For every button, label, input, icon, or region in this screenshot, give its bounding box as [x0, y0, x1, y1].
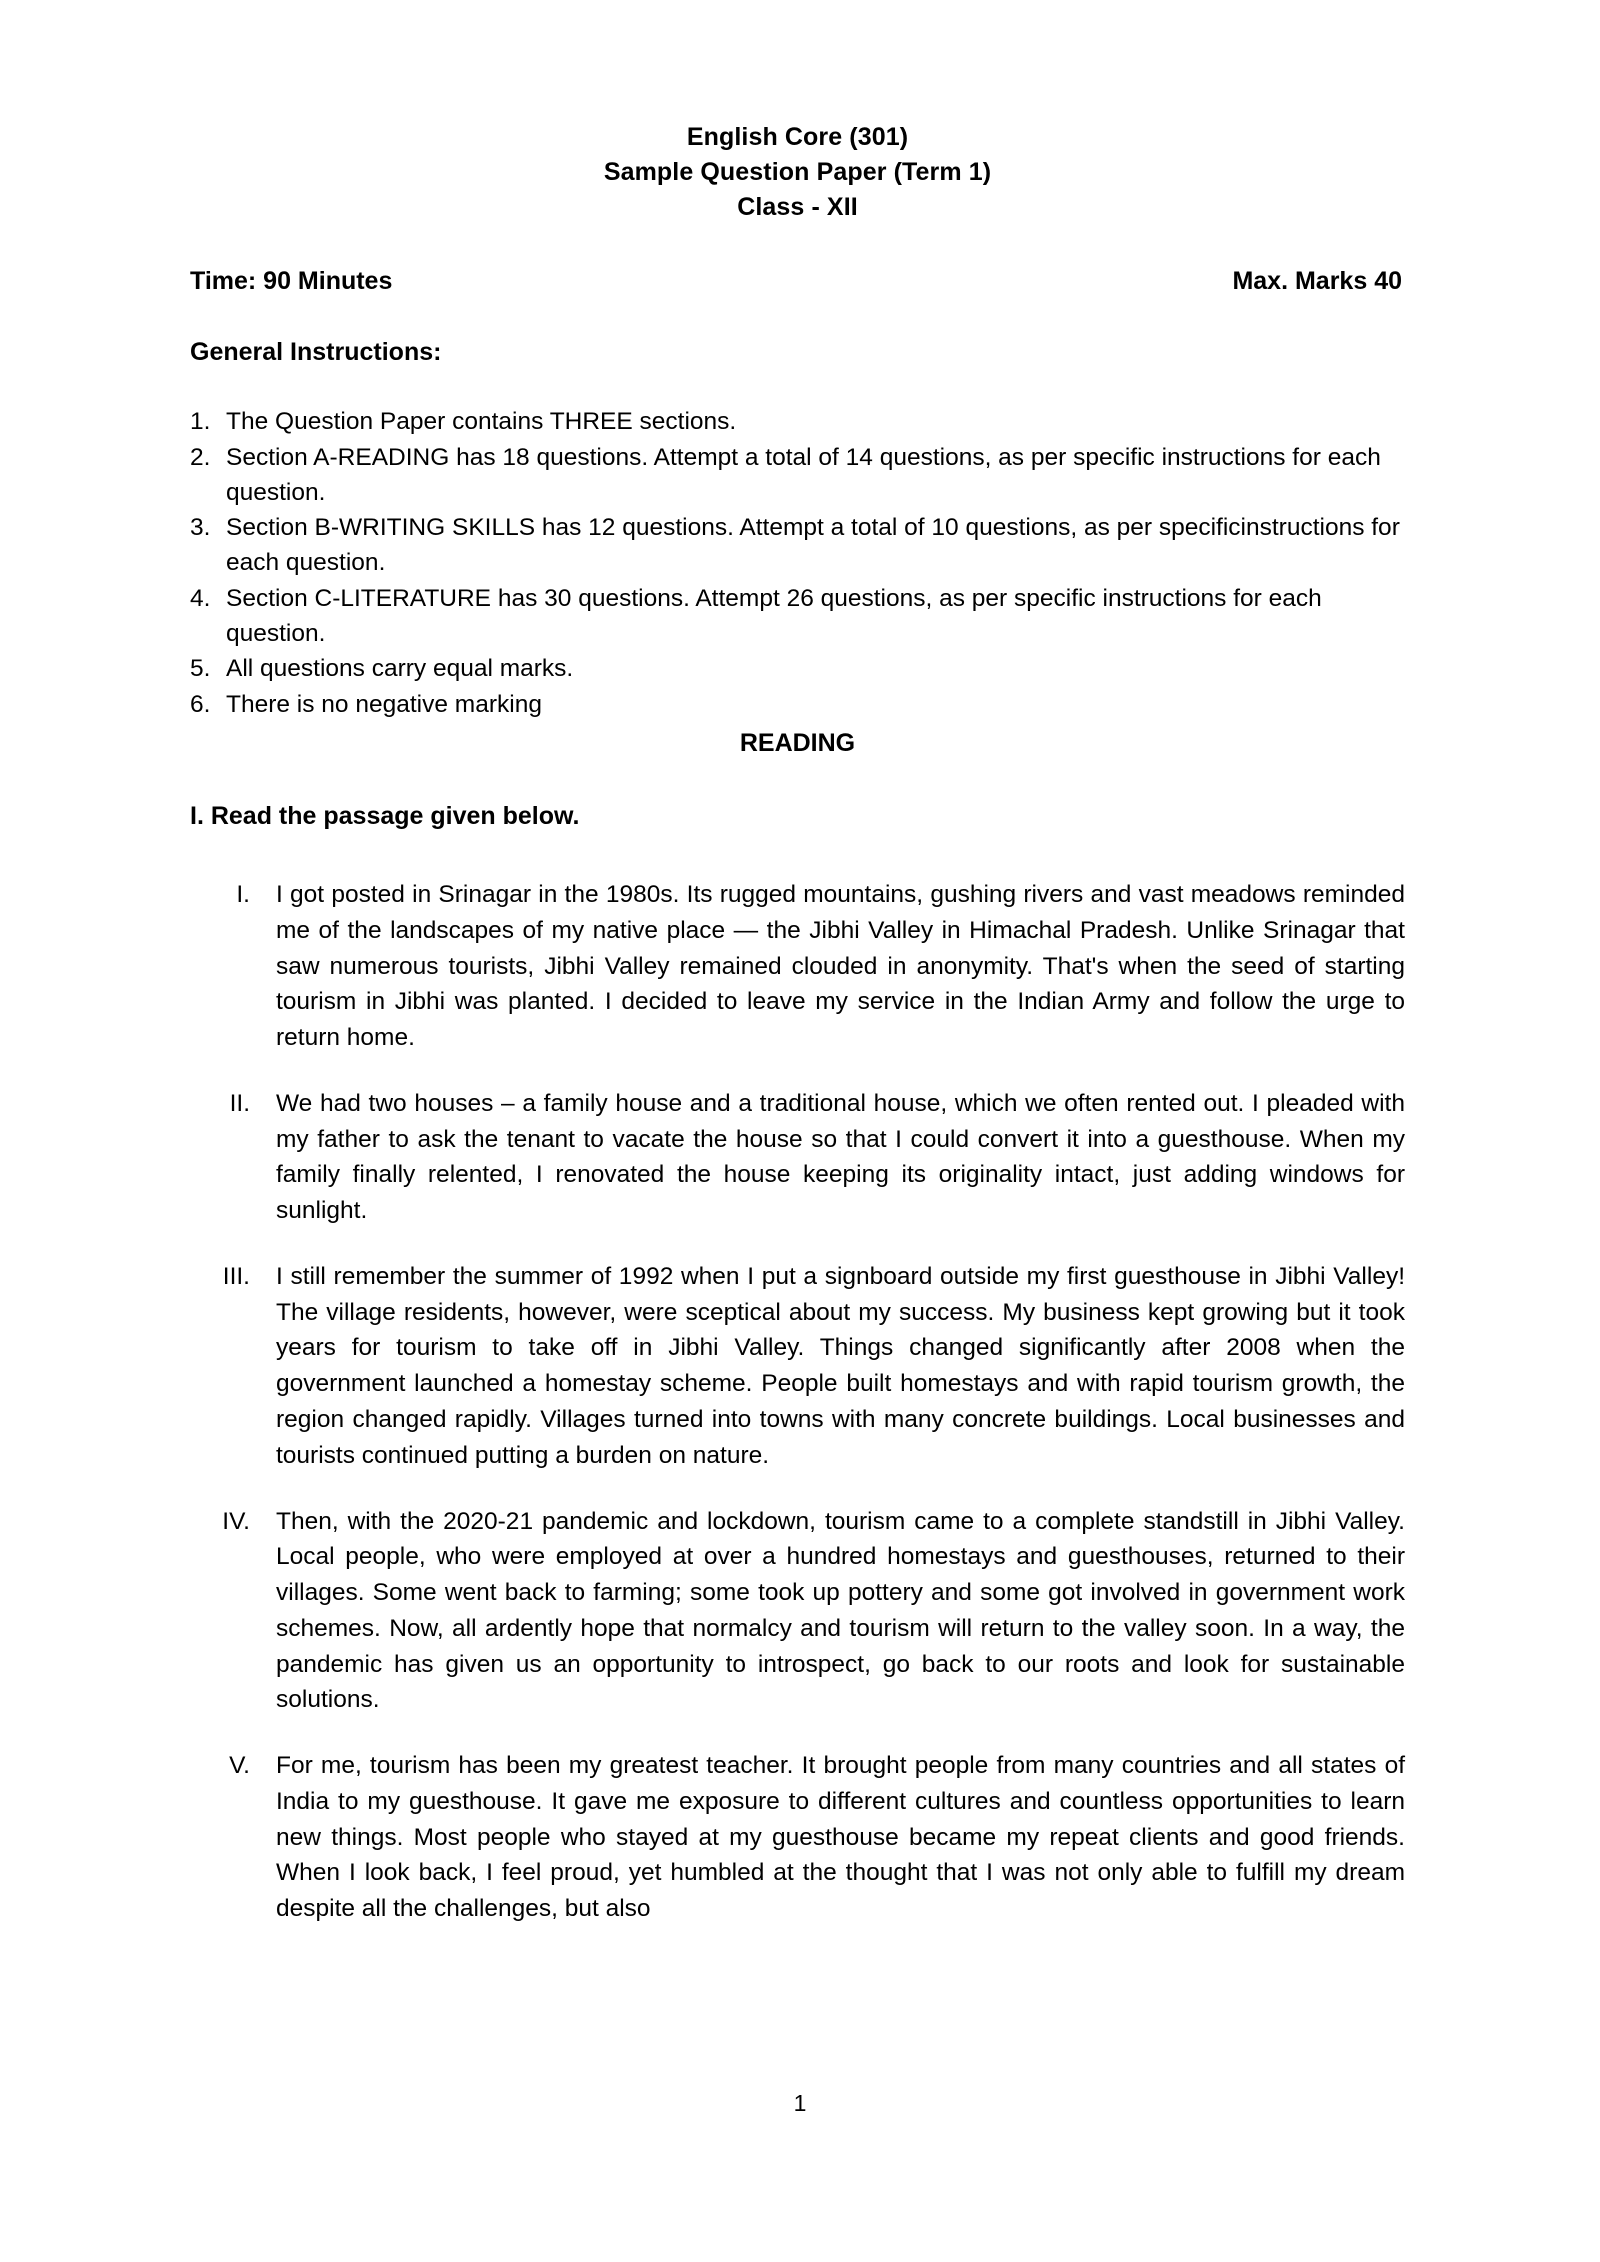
exam-meta-row: [190, 267, 1405, 296]
instruction-number: 6.: [190, 691, 211, 719]
passage-paragraph: [190, 1259, 1405, 1474]
instruction-text: All questions carry equal marks.: [226, 655, 574, 683]
passage-paragraph: [190, 877, 1405, 1056]
passage-paragraph: [190, 1748, 1405, 1927]
title-line-class: Class - XII: [737, 193, 858, 221]
instruction-number: 5.: [190, 655, 211, 683]
paragraph-text: For me, tourism has been my greatest teacher. It brought people from many countries and all states of India to my guesthouse. It gave me exposure to different cultures and countless opportunities to learn new things. Most people who stayed at my guesthouse became my repeat clients and good friends. When I look back, I feel proud, yet humbled at the thought that I was not only able to fulfill my dream despite all the challenges, but also: [276, 1752, 1405, 1923]
exam-max-marks: Max. Marks 40: [1232, 267, 1402, 295]
paragraph-number: I.: [236, 881, 250, 909]
instruction-item: [190, 582, 1405, 652]
section-heading-reading: READING: [739, 729, 856, 758]
instruction-text: Section A-READING has 18 questions. Attempt a total of 14 questions, as per specific instructions for each question.: [226, 443, 1381, 506]
title-line-subject: English Core (301): [686, 123, 909, 151]
paragraph-number: III.: [222, 1262, 250, 1290]
question-heading-read-passage: I. Read the passage given below.: [190, 802, 580, 831]
paragraph-text: Then, with the 2020-21 pandemic and lockdown, tourism came to a complete standstill in Jibhi Valley. Local people, who were employed at over a hundred homestays and guesthouses, returned to their villages. Some went back to farming; some took up pottery and some got involved in government work schemes. Now, all ardently hope that normalcy and tourism will return to the valley soon. In a way, the pandemic has given us an opportunity to introspect, go back to our roots and look for sustainable solutions.: [276, 1507, 1405, 1714]
instruction-text: Section B-WRITING SKILLS has 12 questions. Attempt a total of 10 questions, as per specificinstructions for each question.: [226, 514, 1400, 577]
page-number-footer: 1: [793, 2090, 807, 2116]
paragraph-number: II.: [229, 1089, 250, 1117]
paragraph-text: I got posted in Srinagar in the 1980s. Its rugged mountains, gushing rivers and vast meadows reminded me of the landscapes of my native place — the Jibhi Valley in Himachal Pradesh. Unlike Srinagar that saw numerous tourists, Jibhi Valley remained clouded in anonymity. That's when the seed of starting tourism in Jibhi was planted. I decided to leave my service in the Indian Army and follow the urge to return home.: [276, 881, 1405, 1052]
instruction-item: [190, 652, 1405, 687]
page-content: [190, 120, 1405, 1927]
instruction-text: The Question Paper contains THREE sections.: [226, 408, 737, 435]
instruction-number: 4.: [190, 584, 211, 612]
instruction-text: There is no negative marking: [226, 691, 542, 719]
paragraph-text: I still remember the summer of 1992 when I put a signboard outside my first guesthouse in Jibhi Valley! The village residents, however, were sceptical about my success. My business kept growing but it took years for tourism to take off in Jibhi Valley. Things changed significantly after 2008 when the government launched a homestay scheme. People built homestays and with rapid tourism growth, the region changed rapidly. Villages turned into towns with many concrete buildings. Local businesses and tourists continued putting a burden on nature.: [276, 1262, 1405, 1469]
reading-passage: [190, 877, 1405, 1927]
passage-paragraph: [190, 1086, 1405, 1229]
exam-duration: Time: 90 Minutes: [190, 267, 393, 295]
instruction-number: 3.: [190, 514, 211, 542]
instruction-item: [190, 441, 1405, 511]
instruction-item: [190, 688, 1405, 723]
instruction-number: 1.: [190, 408, 211, 435]
paragraph-text: We had two houses – a family house and a traditional house, which we often rented out. I pleaded with my father to ask the tenant to vacate the house so that I could convert it into a guesthouse. When my family finally relented, I renovated the house keeping its originality intact, just adding windows for sunlight.: [276, 1089, 1405, 1225]
instruction-number: 2.: [190, 443, 211, 471]
instruction-item: [190, 511, 1405, 581]
instruction-item: [190, 405, 1405, 440]
document-title-block: [190, 120, 1405, 225]
instruction-text: Section C-LITERATURE has 30 questions. Attempt 26 questions, as per specific instructions for each question.: [226, 584, 1322, 647]
paragraph-number: V.: [229, 1752, 250, 1780]
general-instructions-heading: General Instructions:: [190, 338, 442, 366]
passage-paragraph: [190, 1504, 1405, 1719]
general-instructions-list: [190, 405, 1405, 723]
paragraph-number: IV.: [222, 1507, 250, 1535]
title-line-paper: Sample Question Paper (Term 1): [603, 158, 992, 186]
